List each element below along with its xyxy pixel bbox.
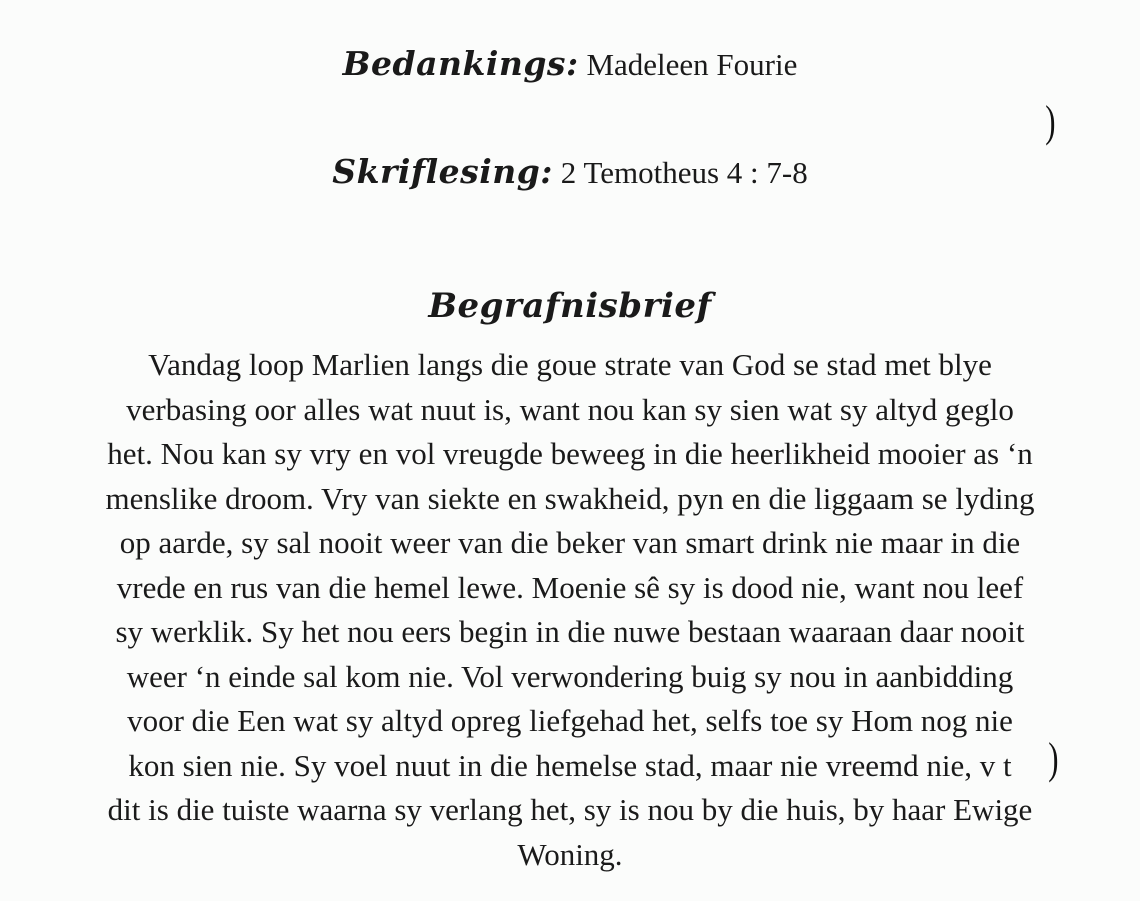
thanks-label: Bedankings:	[342, 44, 579, 83]
letter-line: op aarde, sy sal nooit weer van die beker van smart drink nie maar in die	[119, 525, 1021, 560]
scripture-reading-value: 2 Temotheus 4 : 7-8	[560, 155, 808, 190]
letter-line: weer ‘n einde sal kom nie. Vol verwondering buig sy nou in aanbidding	[126, 658, 1014, 694]
letter-line: het. Nou kan sy vry en vol vreugde beweeg in die heerlikheid mooier as ‘n	[107, 436, 1033, 471]
scripture-reading-label: Skriflesing:	[332, 152, 553, 191]
letter-line: sy werklik. Sy het nou eers begin in die nuwe bestaan waaraan daar nooit	[115, 614, 1025, 649]
letter-line: dit is die tuiste waarna sy verlang het, sy is nou by die huis, by haar Ewige	[107, 792, 1033, 827]
letter-line: kon sien nie. Sy voel nuut in die hemelse stad, maar nie vreemd nie, v t	[128, 747, 1012, 783]
letter-line: menslike droom. Vry van siekte en swakheid, pyn en die liggaam se lyding	[105, 480, 1035, 516]
thanks-line	[0, 44, 1140, 83]
letter-line: voor die Een wat sy altyd opreg liefgehad het, selfs toe sy Hom nog nie	[127, 703, 1013, 738]
bracket-mark-middle: )	[1048, 734, 1059, 783]
letter-title: Begrafnisbrief	[428, 286, 712, 326]
scripture-reading-line	[0, 152, 1140, 191]
thanks-value: Madeleen Fourie	[586, 47, 798, 82]
letter-line: Vandag loop Marlien langs die goue strate van God se stad met blye	[148, 347, 992, 382]
letter-line: Woning.	[517, 836, 623, 872]
bracket-mark-top: )	[1045, 97, 1056, 146]
letter-line: verbasing oor alles wat nuut is, want nou kan sy sien wat sy altyd geglo	[126, 391, 1014, 427]
letter-line: vrede en rus van die hemel lewe. Moenie sê sy is dood nie, want nou leef	[116, 569, 1024, 605]
